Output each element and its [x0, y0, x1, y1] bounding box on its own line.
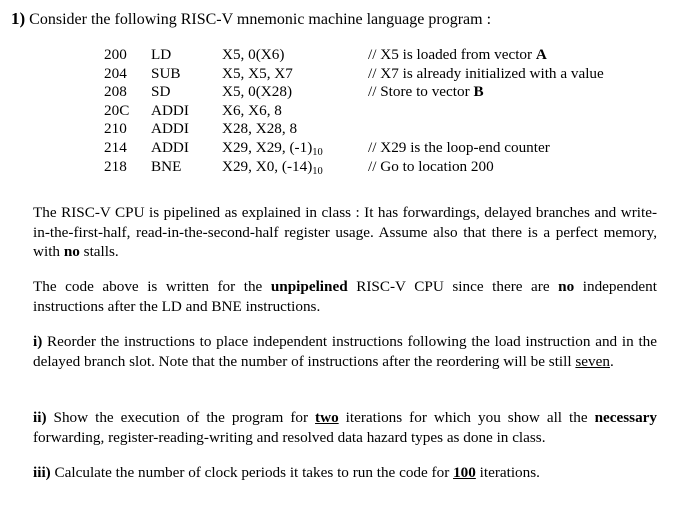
para1-end: stalls.	[79, 243, 119, 260]
code-opcode: ADDI	[151, 101, 189, 119]
code-comment	[368, 139, 550, 158]
code-line	[0, 65, 691, 84]
part-ii-t1: Show the execution of the program for	[46, 409, 316, 426]
code-operand-subscript: 10	[312, 146, 323, 158]
code-operands	[222, 65, 293, 84]
code-line	[0, 83, 691, 102]
para2-b2: no	[558, 278, 575, 295]
code-comment	[368, 83, 484, 102]
code-operands	[222, 46, 284, 65]
code-address: 208	[104, 83, 127, 101]
code-operand-subscript: 10	[312, 165, 323, 177]
part-i-underlined: seven	[575, 352, 610, 370]
code-opcode: ADDI	[151, 120, 189, 138]
code-comment-text: // Go to location 200	[368, 157, 494, 175]
code-comment	[368, 158, 494, 177]
paragraph-unpipelined-note	[33, 277, 657, 316]
code-operands-text: X5, 0(X6)	[222, 46, 285, 63]
para1-bold: no	[63, 243, 80, 260]
code-address: 204	[104, 64, 127, 82]
code-comment-text: // X29 is the loop-end counter	[368, 138, 550, 156]
code-operands	[222, 158, 323, 177]
code-line	[0, 139, 691, 158]
problem-number: 1)	[11, 9, 26, 28]
part-i-end: .	[609, 352, 614, 370]
code-opcode: SUB	[151, 64, 181, 82]
part-iii-t2: iterations.	[475, 464, 540, 481]
para2-t1: The code above is written for the	[33, 278, 271, 295]
program-listing	[0, 46, 691, 176]
part-iii-b1: 100	[453, 464, 476, 481]
paragraph-pipeline-description	[33, 203, 657, 262]
code-opcode: ADDI	[151, 138, 189, 156]
code-line	[0, 120, 691, 139]
part-i-text: Reorder the instructions to place independent instructions following the load instruction and in the delayed branch slot. Note that the number of instructions after the reordering will be still	[33, 333, 657, 370]
code-comment-bold: A	[535, 46, 547, 63]
question-part-ii	[33, 408, 657, 447]
code-rows	[0, 46, 691, 176]
code-opcode: LD	[151, 46, 172, 63]
code-address: 210	[104, 120, 127, 138]
code-operands-text: X5, 0(X28)	[222, 83, 293, 101]
question-part-iii	[33, 463, 657, 483]
para2-t2: RISC-V CPU since there are	[347, 278, 559, 295]
code-operands-text: X6, X6, 8	[222, 101, 282, 119]
code-address: 218	[104, 157, 127, 175]
code-operands	[222, 139, 323, 158]
code-line	[0, 158, 691, 177]
code-comment-bold: B	[473, 83, 484, 101]
code-operands	[222, 83, 292, 102]
code-operands-text: X28, X28, 8	[222, 120, 298, 138]
code-comment	[368, 46, 547, 65]
part-iii-t1: Calculate the number of clock periods it takes to run the code for	[50, 464, 454, 481]
para2-b1: unpipelined	[270, 278, 348, 295]
part-ii-t3: forwarding, register-reading-writing and resolved data hazard types as done in class.	[33, 428, 546, 446]
code-operands-text: X29, X0, (-14)	[222, 157, 313, 175]
code-comment-text: // X7 is already initialized with a value	[368, 64, 604, 82]
question-part-i	[33, 332, 657, 371]
para2-t3: independent instructions after the LD and BNE instructions.	[33, 278, 657, 315]
part-ii-label: ii)	[33, 409, 47, 426]
code-comment-text: // X5 is loaded from vector	[368, 46, 536, 63]
code-address: 20C	[104, 101, 130, 119]
code-comment-text: // Store to vector	[368, 83, 474, 101]
part-ii-b2: necessary	[594, 409, 657, 426]
code-operands	[222, 102, 282, 121]
code-operands-text: X29, X29, (-1)	[222, 138, 313, 156]
problem-title: Consider the following RISC-V mnemonic machine language program :	[29, 11, 492, 28]
code-operands-text: X5, X5, X7	[222, 64, 293, 82]
code-address: 214	[104, 138, 127, 156]
code-address: 200	[104, 46, 127, 63]
code-opcode: SD	[151, 83, 171, 101]
code-comment	[368, 65, 604, 84]
part-i-label: i)	[33, 333, 43, 350]
part-ii-t2: iterations for which you show all the	[338, 409, 595, 426]
problem-heading	[11, 9, 491, 29]
code-operands	[222, 120, 297, 139]
code-line	[0, 102, 691, 121]
code-line	[0, 46, 691, 65]
part-ii-b1: two	[315, 409, 339, 426]
para1-text: The RISC-V CPU is pipelined as explained in class : It has forwardings, delayed branches and write-in-the-first-half, read-in-the-second-half register usage. Assume also that there is a perfect memory, with	[33, 204, 657, 260]
code-opcode: BNE	[151, 157, 182, 175]
part-iii-label: iii)	[33, 464, 51, 481]
